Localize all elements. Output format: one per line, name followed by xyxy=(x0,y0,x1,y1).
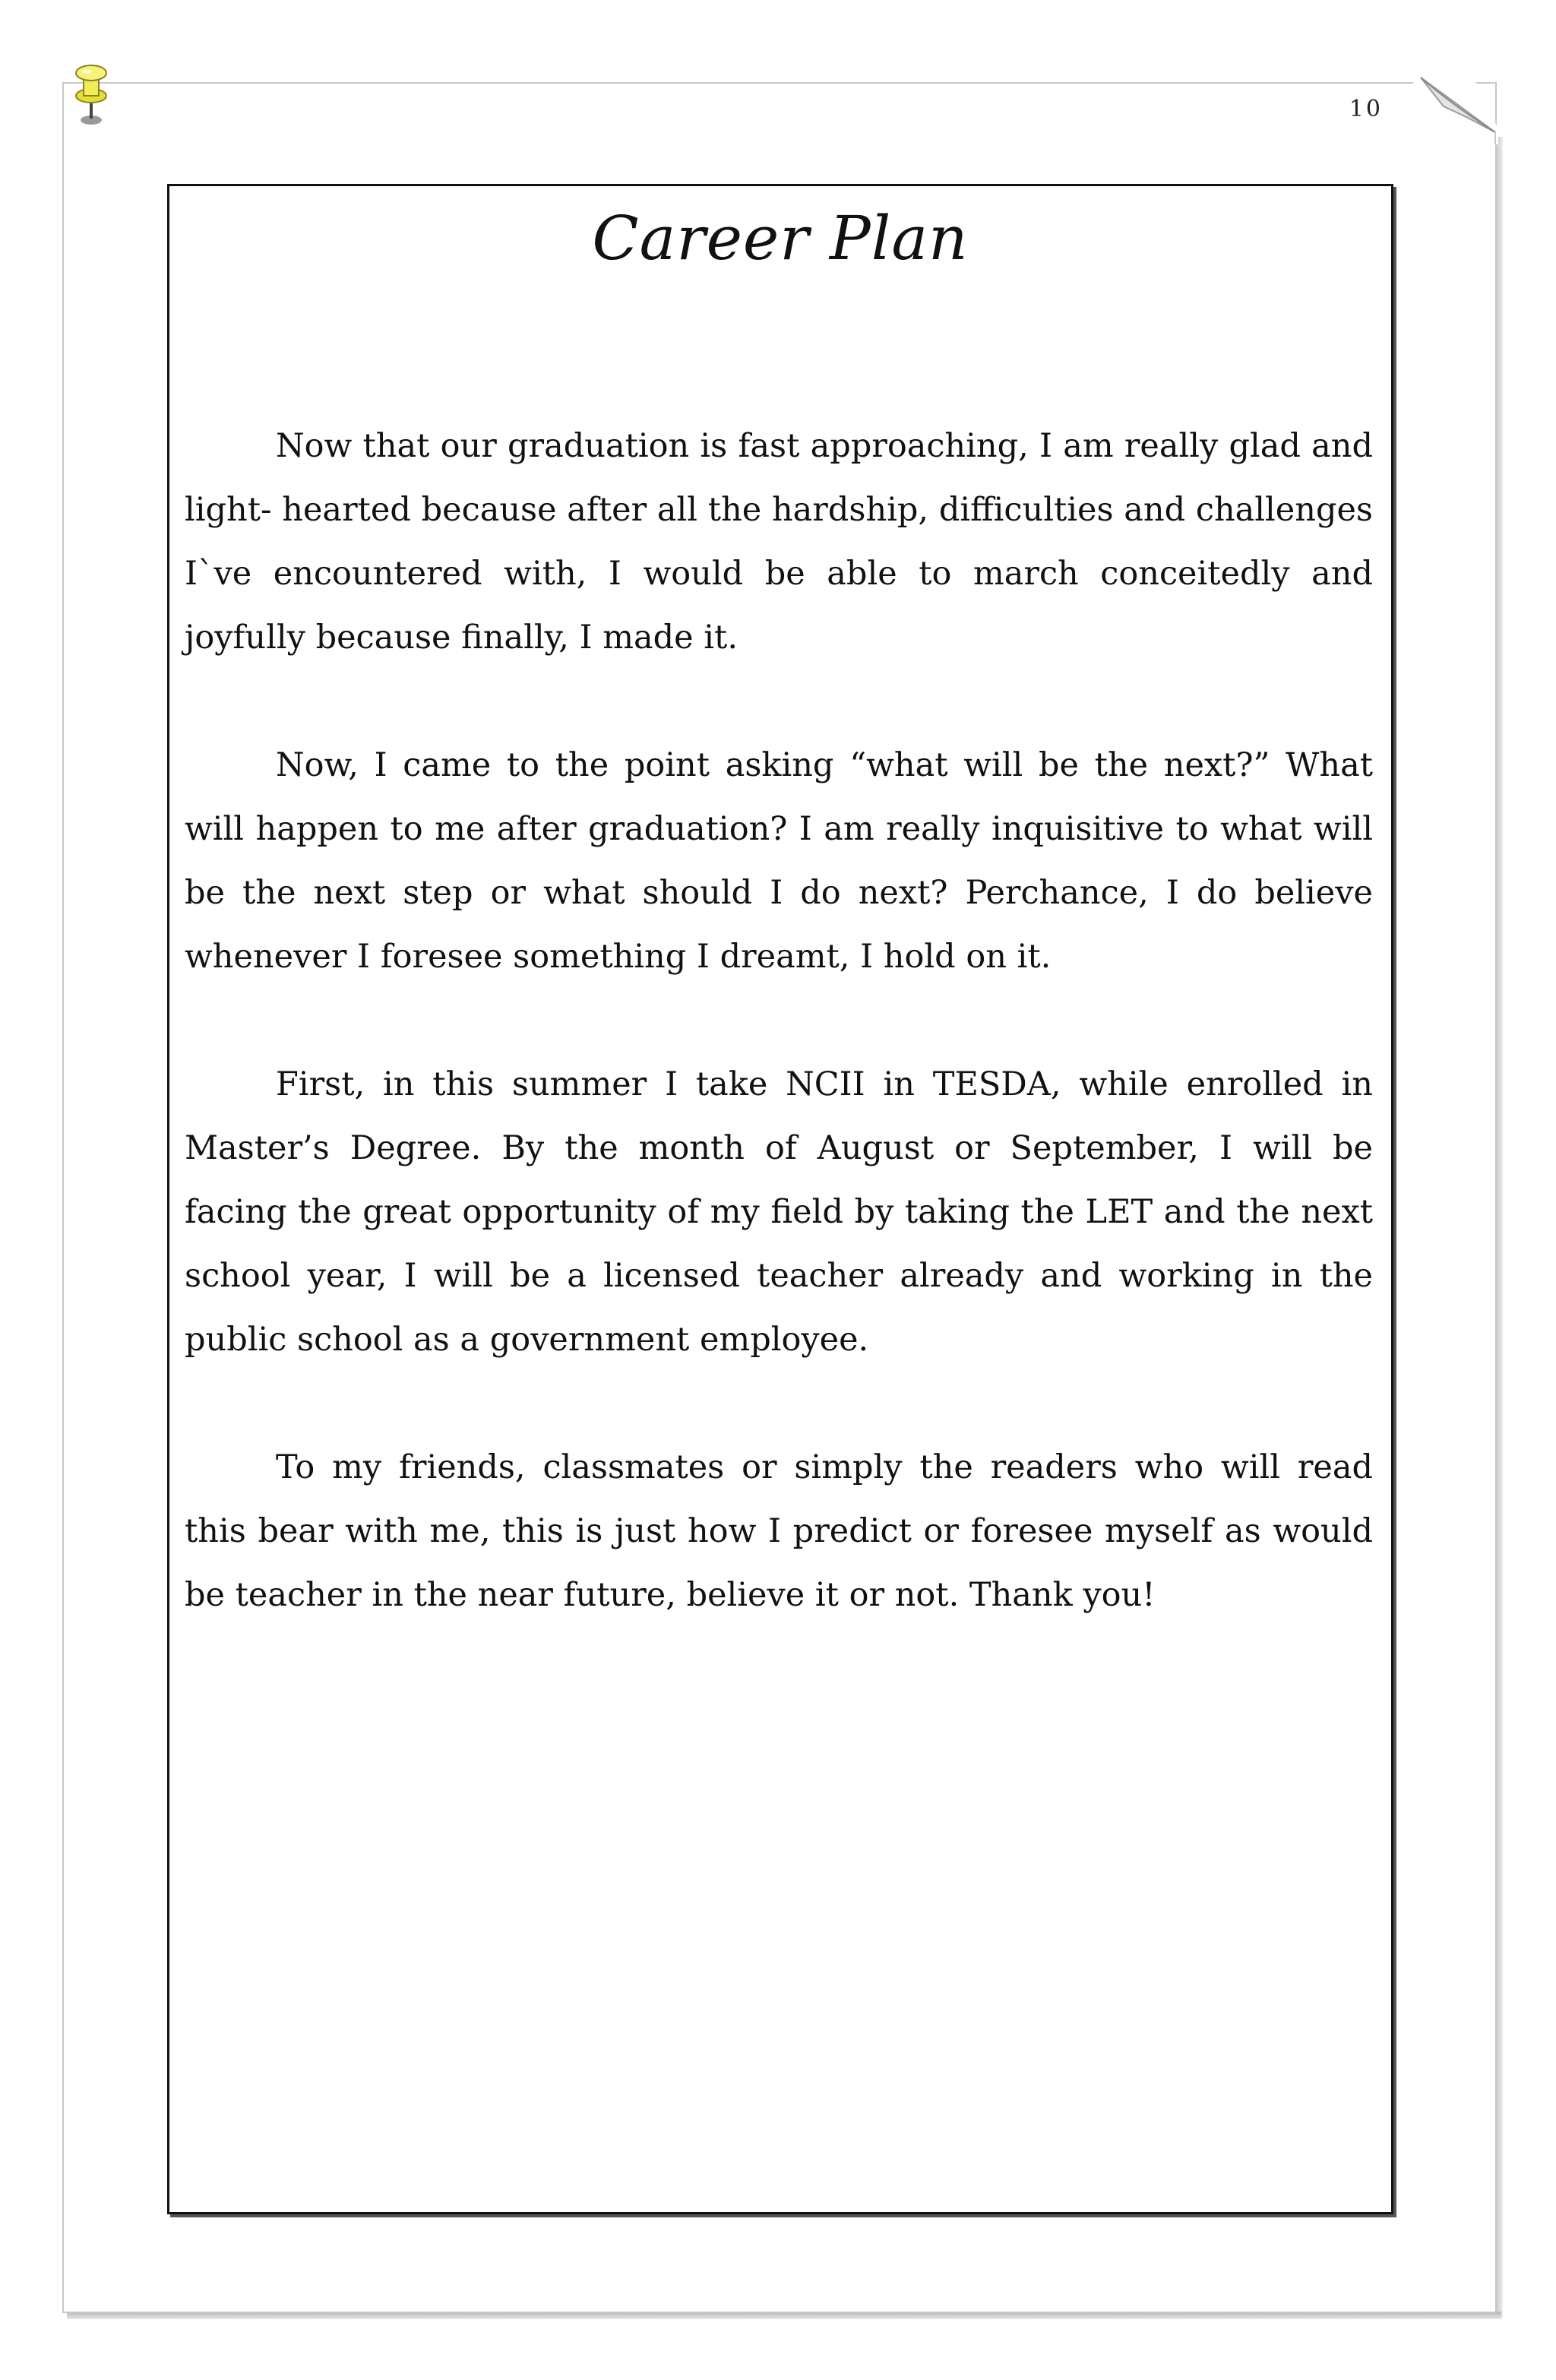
paragraph-1: Now that our graduation is fast approaching, I am really glad and light- hearted because after all the hardship, difficulties and challenges I`ve encountered with, I would be able to march conceitedly and joyfully because finally, I made it. xyxy=(185,427,1373,657)
paragraph-2: Now, I came to the point asking “what will be the next?” What will happen to me after graduation? I am really inquisitive to what will be the next step or what should I do next? Perchance, I do believe whenever I foresee something I dreamt, I hold on it. xyxy=(185,746,1373,976)
body-text xyxy=(185,414,1373,1691)
paragraph-3: First, in this summer I take NCII in TESDA, while enrolled in Master’s Degree. By the month of August or September, I will be facing the great opportunity of my field by taking the LET and the next school year, I will be a licensed teacher already and working in the public school as a government employee. xyxy=(185,1065,1373,1359)
page-number: 10 xyxy=(1349,96,1383,122)
page-title: Career Plan xyxy=(592,203,969,274)
paragraph-4: To my friends, classmates or simply the readers who will read this bear with me, this is just how I predict or foresee myself as would be teacher in the near future, believe it or not. Thank you! xyxy=(185,1448,1373,1614)
pushpin-icon xyxy=(64,58,117,134)
page-curl-icon xyxy=(1413,76,1504,144)
content-frame xyxy=(167,184,1393,2214)
